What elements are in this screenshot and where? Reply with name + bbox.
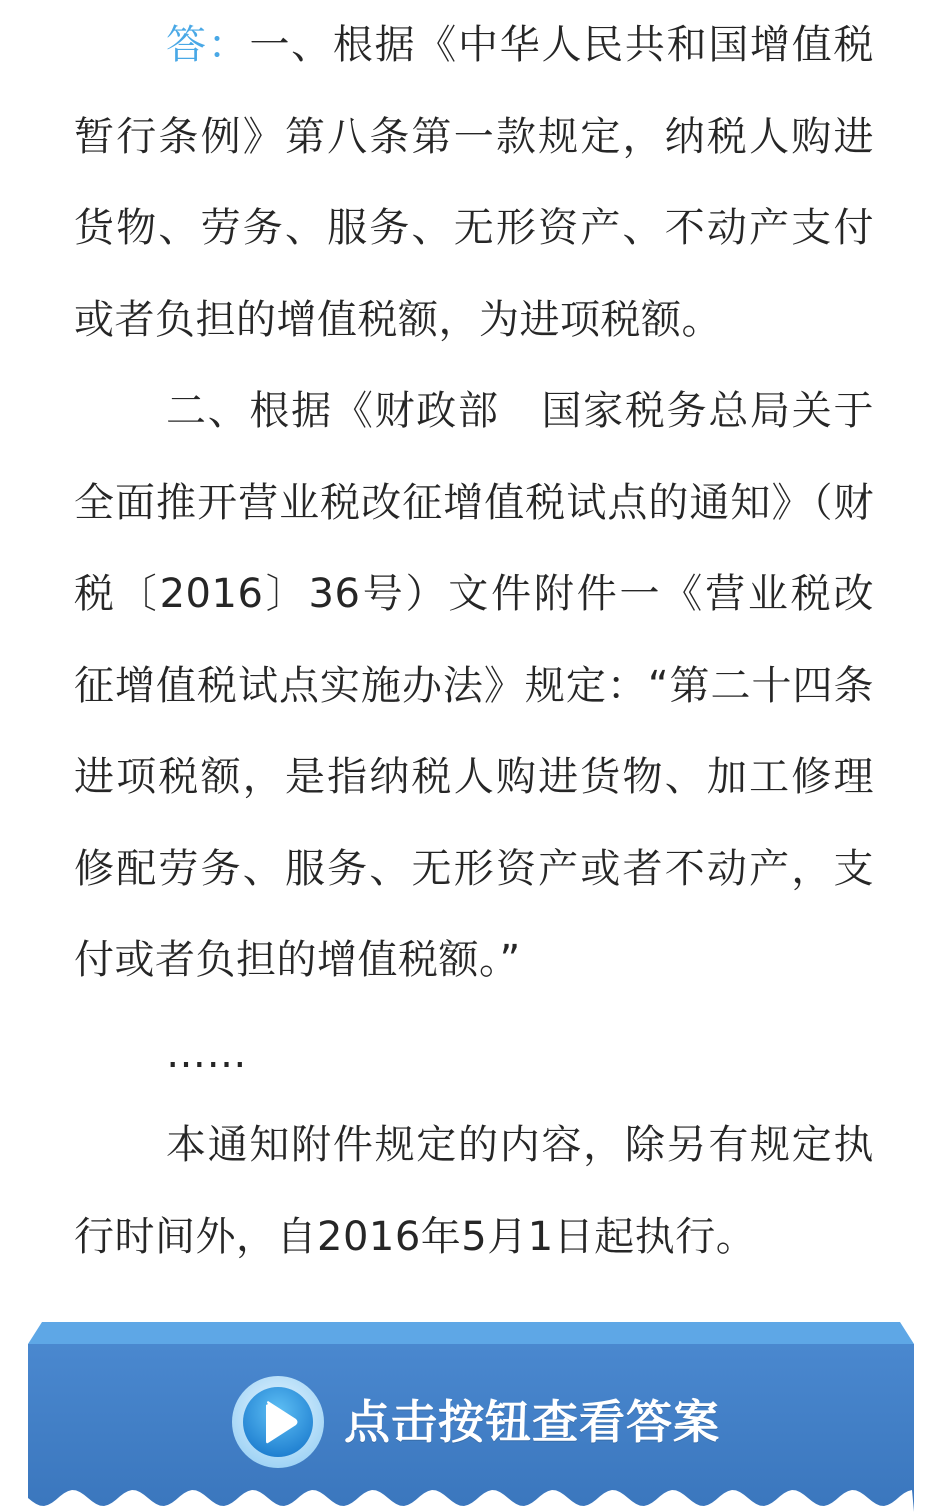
- view-answer-label: 点击按钮查看答案: [344, 1395, 720, 1449]
- paragraph-2: 二、根据《财政部 国家税务总局关于全面推开营业税改征增值税试点的通知》（财税〔2016〕36号）文件附件一《营业税改征增值税试点实施办法》规定：“第二十四条 进项税额，是指纳税人购进货物、加工修理修配劳务、服务、无形资产或者不动产，支付或者负担的增值税额。”: [74, 388, 874, 983]
- answer-label: 答：: [166, 22, 250, 68]
- play-icon: [230, 1374, 326, 1470]
- view-answer-button[interactable]: [28, 1322, 914, 1512]
- paragraph-ellipsis: ……: [166, 1030, 247, 1077]
- article-body: [74, 0, 874, 1283]
- paragraph-1: [74, 0, 874, 366]
- paragraph-3: 本通知附件规定的内容，除另有规定执行时间外，自2016年5月1日起执行。: [74, 1122, 874, 1260]
- view-answer-banner: [28, 1322, 914, 1512]
- paragraph-1-text: 一、根据《中华人民共和国增值税暂行条例》第八条第一款规定，纳税人购进货物、劳务、服务、无形资产、不动产支付或者负担的增值税额，为进项税额。: [74, 22, 874, 343]
